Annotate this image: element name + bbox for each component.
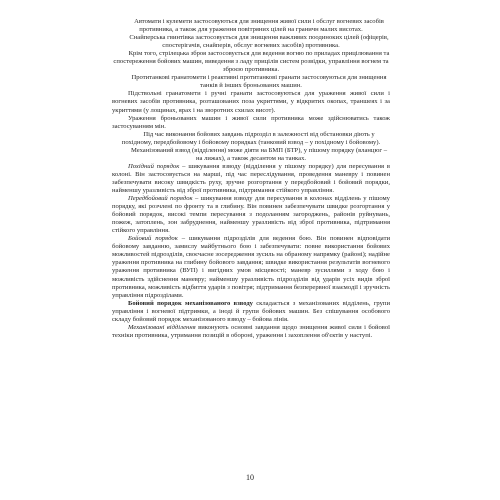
paragraph: Снайперська гвинтівка застосовується для знищення важливих поодиноких цілей (офіцерів, спостерігачів, снайперів, обслуг вогневих засобів) противника. bbox=[129, 34, 389, 50]
paragraph: Автомати і кулемети застосовуються для знищення живої сили і обслуг вогневих засобів противника, а також для ураження повітряних цілей на граничн малих висотах. bbox=[134, 18, 384, 34]
paragraph: Крім того, стрілецька зброя застосовується для ведення вогню по приладах прицілювання та спостереження бойових машин, виведення з ладу прицілів систем розвідки, управління вогнем та зброєю противника. bbox=[113, 50, 390, 74]
paragraph: Підствольні гранатомети і ручні гранати застосовуються для ураження живої сили і вогневих засобів противника, розташованих поза укриттями, у відкритих окопах, траншеях і за укриттями (у лощинах, ярах і на зворотних схилах висот). bbox=[112, 90, 390, 114]
term-heading: Бойовий порядок bbox=[128, 235, 178, 243]
paragraph: Бойовий порядок – шикування підрозділів для ведення бою. Він повинен відповідати бойовому завданню, замислу майбутнього бою і забезпечувати: повне використання бойових можливостей підрозділів, своєчасне зосередження зусиль на обраному напрямку (районі); надійне ураження противника на глибину бойового завдання; швидке використання результатів вогневого ураження противника (ВУП) і вигідних умов місцевості; маневр зусиллями з ходу бою і можливість здійснення маневру; найменшу уразливість підрозділів від ударів усіх видів зброї противника, можливість відбиття ударів з повітря; підтримання безперервної взаємодії і зручність управління підрозділами. bbox=[112, 235, 390, 299]
term-heading: Механізовані відділення bbox=[128, 323, 196, 331]
page-number: 10 bbox=[246, 473, 254, 482]
term-heading: Передбойовий порядок bbox=[128, 195, 193, 203]
term-heading: Бойовий порядок механізованого взводу bbox=[128, 299, 253, 307]
paragraph: Під час виконання бойових завдань підрозділ в залежності від обстановки діють у похідному, передбойовому і бойовому порядках (танковий взвод – у похідному і бойовому). bbox=[121, 130, 381, 146]
paragraph: Механізований взвод (відділення) може діяти на БМП (БТР), у пішому порядку (вланцюг – на лижах), а також десантом на танках. bbox=[130, 146, 388, 162]
body-text bbox=[112, 18, 390, 340]
paragraph: Протитанкові гранатомети і реактивні протитанкові гранати застосовуються для знищення танків й інших броньованих машин. bbox=[131, 74, 387, 90]
term-heading: Похідний порядок bbox=[128, 162, 180, 170]
paragraph: Ураження броньованих машин і живої сили противника може здійснюватись також застосуванням мін. bbox=[112, 114, 390, 130]
paragraph: Бойовий порядок механізованого взводу складається з механізованих відділень, групи управління і вогневої підтримки, а іноді й групи бойових машин. Без спішування особового складу бойовий порядок механізованого взводу – бойова лінія. bbox=[112, 299, 390, 323]
paragraph: Похідний порядок – шикування взводу (відділення у пішому порядку) для пересування в колоні. Він застосовується на марші, під час переслідування, проведення маневру і повинен забезпечувати високу швидкість руху, зручнe розгортання у передбойовий і бойовий порядки, найменшу уразливість від зброї противника, підтримання стійкого управління. bbox=[112, 162, 390, 194]
paragraph: Механізовані відділення виконують основні завдання щодо знищення живої сили і бойової техніки противника, утримання позицій в обороні, ураження і захоплення об'єктів у наступі. bbox=[112, 323, 390, 339]
paragraph: Передбойовий порядок – шикування взводу для пересування в колонах відділень у пішому порядку, які розчлені по фронту та в глибину. Він повинен забезпечувати швидке розгортання у бойовий порядок, високі темпи пересування з подоланням загороджень, районів руйнувань, пожеж, затоплень, зон забруднення, найменшу уразливість від зброї противника, підтримання стійкого управління. bbox=[112, 195, 390, 235]
